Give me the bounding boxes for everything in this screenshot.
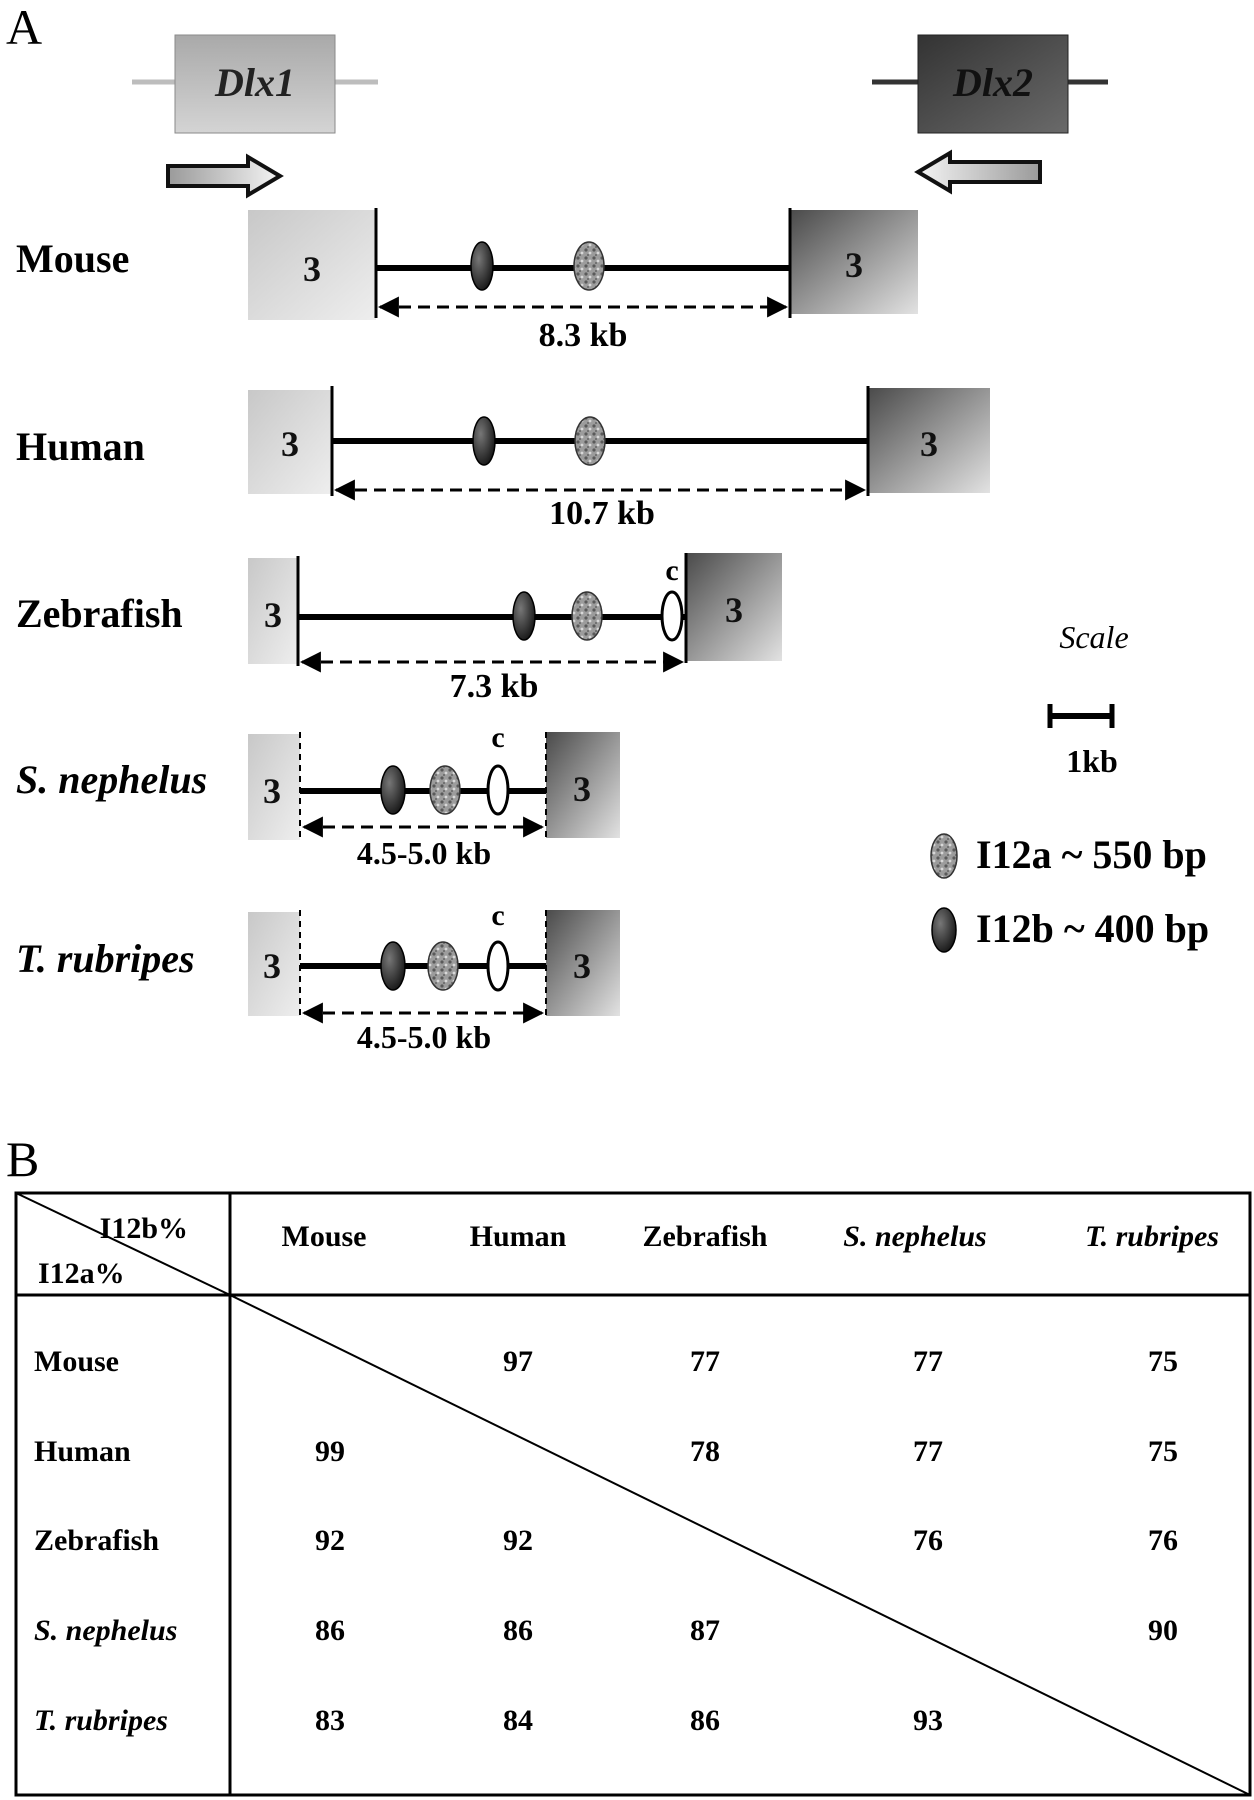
dlx2-gene-label: Dlx2 [953,60,1033,105]
i12b-element-icon [381,766,405,814]
table-cell: 90 [1148,1614,1178,1647]
table-cell: 86 [690,1704,720,1737]
conserved-element-label: c [491,721,505,754]
species-name: Mouse [16,236,130,281]
species-row-s-nephelus [16,721,620,871]
column-header: S. nephelus [843,1220,987,1253]
species-name: S. nephelus [16,757,208,802]
table-cell: 99 [315,1435,345,1468]
table-cell: 84 [503,1704,533,1737]
i12a-element-icon [428,942,458,990]
distance-label: 8.3 kb [538,317,628,354]
table-cell: 92 [503,1524,533,1557]
body-diagonal [230,1295,1250,1795]
exon-label: 3 [303,249,321,289]
scale-title: Scale [1059,619,1129,655]
i12a-element-icon [574,242,604,290]
row-header: S. nephelus [34,1614,178,1647]
panel-a-label: A [6,0,43,55]
exon-label: 3 [573,769,591,809]
species-row-zebrafish [16,553,782,705]
table-cell: 75 [1148,1345,1178,1378]
dlx2-direction-arrow-icon [918,153,1040,191]
i12b-element-icon [471,242,493,290]
dlx1-gene-label: Dlx1 [215,60,295,105]
distance-label: 10.7 kb [549,495,655,532]
distance-label: 4.5-5.0 kb [356,1019,492,1055]
table-cell: 86 [503,1614,533,1647]
panel-b-label: B [6,1131,40,1187]
conserved-element-c-icon [488,766,508,814]
i12a-element-icon [572,592,602,640]
column-header: T. rubripes [1085,1220,1219,1253]
conserved-element-c-icon [662,592,682,640]
identity-table [16,1193,1250,1795]
column-header: Mouse [281,1220,367,1253]
exon-label: 3 [263,946,281,986]
exon-label: 3 [845,245,863,285]
i12b-element-icon [381,942,405,990]
species-name: Zebrafish [16,591,183,636]
table-cell: 93 [913,1704,943,1737]
legend-i12b-dark-ellipse-icon [932,908,956,952]
table-cell: 97 [503,1345,533,1378]
exon-label: 3 [264,595,282,635]
column-header: Human [469,1220,567,1253]
species-name: T. rubripes [16,936,195,981]
conserved-element-label: c [665,554,679,587]
table-cell: 76 [1148,1524,1178,1557]
i12a-element-icon [430,766,460,814]
conserved-element-label: c [491,899,505,932]
table-cell: 78 [690,1435,720,1468]
table-cell: 92 [315,1524,345,1557]
species-row-t-rubripes [16,899,620,1055]
row-header: Human [34,1435,131,1468]
exon-label: 3 [263,771,281,811]
exon-label: 3 [281,424,299,464]
distance-label: 4.5-5.0 kb [356,835,492,871]
exon-label: 3 [725,590,743,630]
table-cell: 77 [913,1345,943,1378]
species-row-mouse [16,208,918,354]
i12b-element-icon [473,417,495,465]
scale-label: 1kb [1066,743,1118,779]
table-cell: 87 [690,1614,720,1647]
i12b-element-icon [513,592,535,640]
exon-label: 3 [920,424,938,464]
i12a-element-icon [575,417,605,465]
distance-label: 7.3 kb [449,668,539,705]
row-header: Zebrafish [34,1524,160,1557]
table-cell: 77 [913,1435,943,1468]
table-cell: 83 [315,1704,345,1737]
table-cell: 76 [913,1524,943,1557]
legend-i12a-mottled-ellipse-icon [931,834,957,878]
row-header: Mouse [34,1345,119,1378]
legend-i12b-label: I12b ~ 400 bp [976,906,1210,951]
scale-bar [1050,704,1112,728]
exon-label: 3 [573,946,591,986]
species-name: Human [16,424,145,469]
corner-label-i12a: I12a% [38,1257,125,1290]
column-header: Zebrafish [642,1220,768,1253]
row-header: T. rubripes [34,1704,168,1737]
table-cell: 77 [690,1345,720,1378]
dlx1-direction-arrow-icon [168,157,280,195]
legend-i12a-label: I12a ~ 550 bp [976,832,1207,877]
conserved-element-c-icon [488,942,508,990]
table-cell: 75 [1148,1435,1178,1468]
corner-label-i12b: I12b% [99,1212,188,1245]
species-row-human [16,386,990,532]
table-cell: 86 [315,1614,345,1647]
